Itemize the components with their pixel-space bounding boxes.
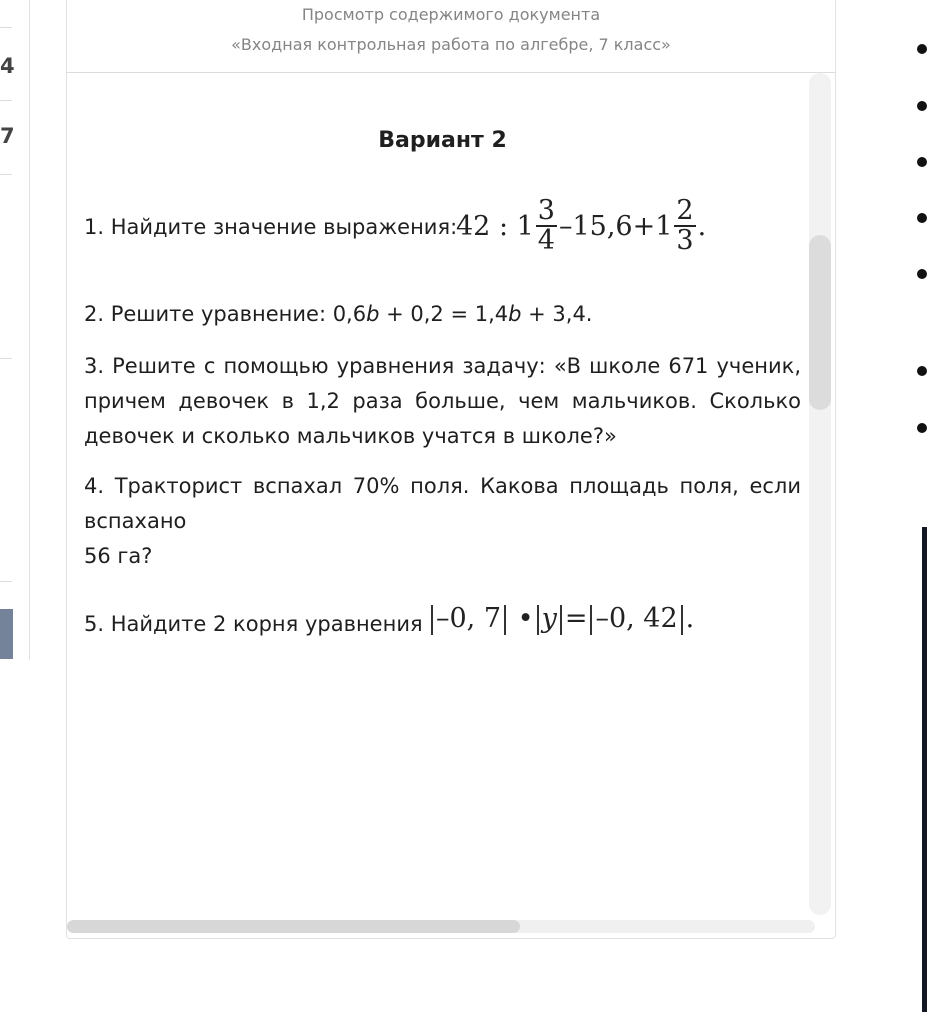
left-number-1: 4	[0, 54, 15, 78]
divider	[0, 100, 12, 101]
question-5-equation	[428, 603, 694, 635]
question-5-text: 5. Найдите 2 корня уравнения	[84, 612, 423, 636]
question-1-expression	[456, 191, 706, 261]
question-3: 3. Решите с помощью уравнения задачу: «В школе 671 ученик, причем девочек в 1,2 раза больше, чем мальчиков. Сколько девочек и сколько мальчиков учатся в школе?»	[84, 354, 801, 448]
left-button[interactable]	[0, 609, 13, 659]
abs-bar	[431, 605, 433, 635]
divider	[0, 27, 12, 28]
abs-bar	[504, 605, 506, 635]
question-4-line-2: 56 га?	[84, 544, 153, 568]
math-part: –0, 42	[595, 603, 678, 634]
math-part: 42 : 1	[456, 210, 534, 242]
abs-bar	[681, 605, 683, 635]
variant-title: Вариант 2	[378, 128, 507, 153]
denominator: 3	[676, 225, 694, 256]
abs-bar	[590, 605, 592, 635]
vertical-scrollbar[interactable]	[809, 73, 831, 915]
numerator: 3	[537, 195, 555, 226]
viewer-header	[66, 0, 836, 73]
divider	[0, 174, 12, 175]
horizontal-scroll-thumb[interactable]	[67, 920, 520, 933]
variable: y	[541, 603, 557, 634]
list-bullet	[917, 269, 927, 279]
fraction	[674, 197, 695, 255]
math-part: .	[685, 603, 695, 634]
document-content	[84, 73, 801, 913]
list-bullet	[917, 44, 927, 54]
document-title: «Входная контрольная работа по алгебре, 7 класс»	[231, 35, 671, 54]
math-part: –15,6+1	[558, 210, 673, 242]
fraction	[536, 197, 557, 255]
math-part: •	[517, 603, 534, 634]
question-2-text: 2. Решите уравнение: 0,6	[84, 302, 367, 326]
list-bullet	[917, 423, 927, 433]
denominator: 4	[537, 225, 555, 256]
list-bullet	[917, 157, 927, 167]
variable: b	[508, 302, 522, 326]
vertical-scroll-thumb[interactable]	[809, 235, 831, 410]
list-bullet	[917, 366, 927, 376]
question-1-text: 1. Найдите значение выражения:	[84, 215, 458, 239]
question-2-text: + 0,2 = 1,4	[379, 302, 509, 326]
question-4-text: 4. Тракторист вспахал 70% поля. Какова площадь поля, если вспахано	[84, 474, 801, 533]
question-2-text: + 3,4.	[521, 302, 593, 326]
numerator: 2	[676, 195, 694, 226]
abs-bar	[537, 605, 539, 635]
question-4-line-1	[84, 469, 801, 533]
math-part: =	[564, 603, 588, 634]
divider	[0, 581, 12, 582]
math-part: –0, 7	[436, 603, 502, 634]
variable: b	[366, 302, 380, 326]
list-bullet	[917, 213, 927, 223]
right-panel-edge	[922, 527, 927, 1012]
math-part: .	[697, 210, 707, 242]
question-2	[84, 297, 801, 332]
left-column	[0, 0, 30, 660]
divider	[0, 358, 12, 359]
left-number-2: 7	[0, 124, 15, 148]
abs-bar	[560, 605, 562, 635]
list-bullet	[917, 101, 927, 111]
document-viewer[interactable]	[66, 73, 836, 939]
viewer-caption: Просмотр содержимого документа	[301, 5, 601, 24]
